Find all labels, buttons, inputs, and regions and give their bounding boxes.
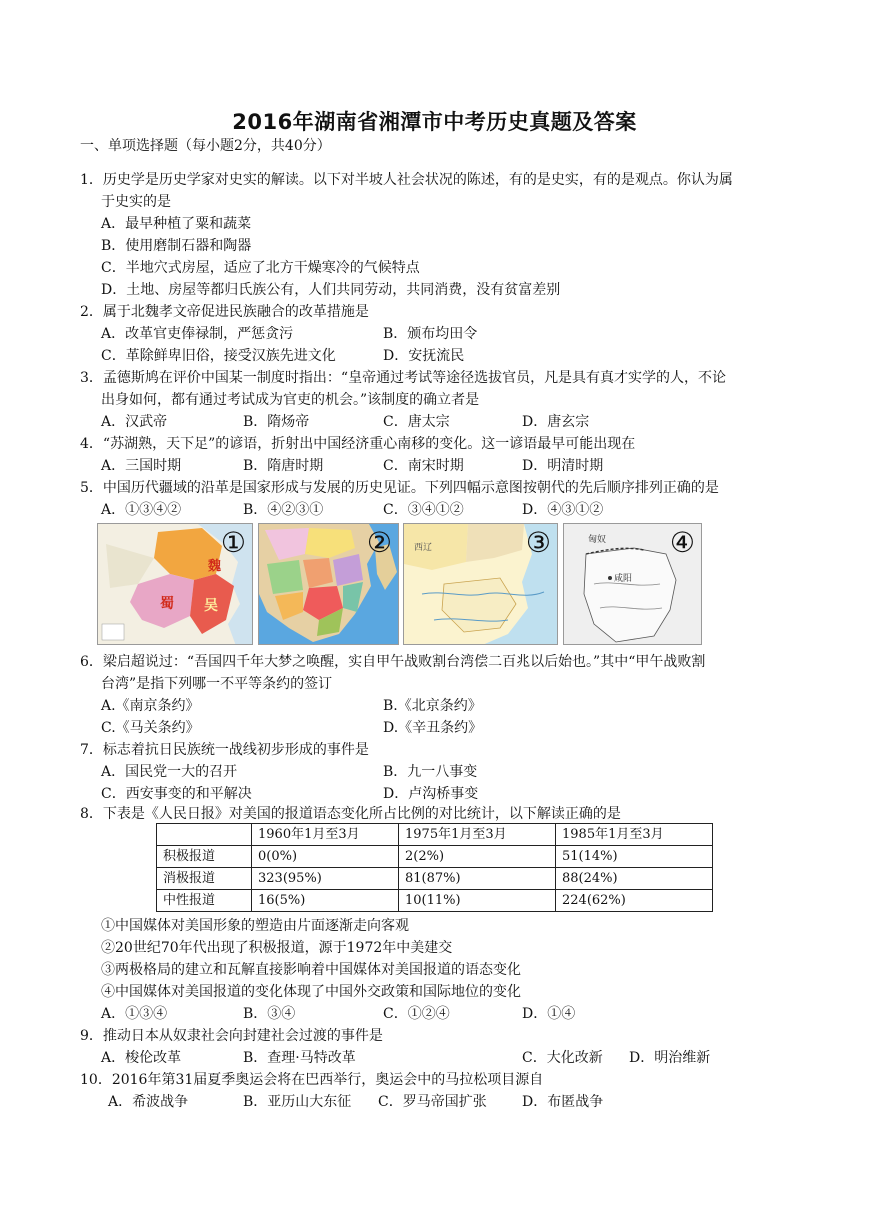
q8-option-c: C．①②④ <box>383 1006 450 1022</box>
q8-statement-2: ②20世纪70年代出现了积极报道，源于1972年中美建交 <box>101 940 453 956</box>
table-cell: 51(14%) <box>556 846 713 868</box>
map-provinces <box>258 523 399 645</box>
q9-option-a: A．梭伦改革 <box>101 1050 182 1066</box>
q2-option-a: A．改革官吏俸禄制，严惩贪污 <box>101 326 294 342</box>
q8-statement-4: ④中国媒体对美国报道的变化体现了中国外交政策和国际地位的变化 <box>101 984 521 1000</box>
q2-option-d: D．安抚流民 <box>383 348 465 364</box>
table-header-cell: 1975年1月至3月 <box>399 824 556 846</box>
q5-option-c: C．③④①② <box>383 502 464 518</box>
q3-option-b: B．隋炀帝 <box>243 414 310 430</box>
map1-label-shu: 蜀 <box>160 596 174 612</box>
q4-option-d: D．明清时期 <box>522 458 604 474</box>
q7-option-c: C．西安事变的和平解决 <box>101 786 252 802</box>
map4-number: ④ <box>669 526 695 559</box>
q8-option-a: A．①③④ <box>101 1006 168 1022</box>
map-three-kingdoms <box>97 523 253 645</box>
q3-option-d: D．唐玄宗 <box>522 414 590 430</box>
map4-label-xiongnu: 匈奴 <box>588 535 607 545</box>
q1-stem: 1．历史学是历史学家对史实的解读。以下对半坡人社会状况的陈述，有的是史实，有的是观点。你认为属 <box>80 172 733 188</box>
map3-label-xiliao: 西辽 <box>414 543 433 553</box>
table-header-cell: 1960年1月至3月 <box>252 824 399 846</box>
q7-option-b: B．九一八事变 <box>383 764 478 780</box>
table-cell: 323(95%) <box>252 868 399 890</box>
q9-option-b: B．查理·马特改革 <box>243 1050 356 1066</box>
table-cell: 10(11%) <box>399 890 556 912</box>
q1-stem-cont: 于史实的是 <box>101 194 171 210</box>
q3-option-a: A．汉武帝 <box>101 414 168 430</box>
q8-statement-1: ①中国媒体对美国形象的塑造由片面逐渐走向客观 <box>101 918 409 934</box>
q10-option-b: B．亚历山大东征 <box>243 1094 352 1110</box>
q6-option-b: B.《北京条约》 <box>383 698 482 714</box>
report-table <box>156 823 713 912</box>
q3-stem-cont: 出身如何，都有通过考试成为官吏的机会。”该制度的确立者是 <box>101 392 480 408</box>
table-row <box>157 868 713 890</box>
q9-option-c: C．大化改新 <box>522 1050 603 1066</box>
table-cell: 积极报道 <box>157 846 252 868</box>
q7-option-a: A．国民党一大的召开 <box>101 764 238 780</box>
map2-number: ② <box>366 526 392 559</box>
q5-option-d: D．④③①② <box>522 502 604 518</box>
table-cell: 0(0%) <box>252 846 399 868</box>
map1-label-wu: 吴 <box>204 598 218 614</box>
q8-option-b: B．③④ <box>243 1006 296 1022</box>
q4-option-a: A．三国时期 <box>101 458 182 474</box>
table-cell: 224(62%) <box>556 890 713 912</box>
map-strip <box>97 523 702 645</box>
q10-option-d: D．布匿战争 <box>522 1094 604 1110</box>
q8-option-d: D．①④ <box>522 1006 576 1022</box>
table-cell: 81(87%) <box>399 868 556 890</box>
q2-stem: 2．属于北魏孝文帝促进民族融合的改革措施是 <box>80 304 369 320</box>
q7-stem: 7．标志着抗日民族统一战线初步形成的事件是 <box>80 742 369 758</box>
table-header-cell <box>157 824 252 846</box>
q2-option-c: C．革除鲜卑旧俗，接受汉族先进文化 <box>101 348 336 364</box>
map3-number: ③ <box>525 526 551 559</box>
q4-stem: 4．“苏湖熟，天下足”的谚语，折射出中国经济重心南移的变化。这一谚语最早可能出现在 <box>80 436 636 452</box>
map1-number: ① <box>220 526 246 559</box>
q6-option-a: A.《南京条约》 <box>101 698 200 714</box>
table-row <box>157 890 713 912</box>
q6-option-c: C.《马关条约》 <box>101 720 200 736</box>
q10-option-c: C．罗马帝国扩张 <box>378 1094 487 1110</box>
q6-stem-cont: 台湾”是指下列哪一不平等条约的签订 <box>101 676 333 692</box>
q3-option-c: C．唐太宗 <box>383 414 450 430</box>
table-header-row <box>157 824 713 846</box>
table-cell: 16(5%) <box>252 890 399 912</box>
q3-stem: 3．孟德斯鸠在评价中国某一制度时指出：“皇帝通过考试等途径选拔官员，凡是具有真才实学的人，不论 <box>80 370 727 386</box>
q5-stem: 5．中国历代疆域的沿革是国家形成与发展的历史见证。下列四幅示意图按朝代的先后顺序排列正确的是 <box>80 480 719 496</box>
map-song-dynasty <box>403 523 558 645</box>
table-cell: 88(24%) <box>556 868 713 890</box>
q9-stem: 9．推动日本从奴隶社会向封建社会过渡的事件是 <box>80 1028 383 1044</box>
q1-option-c: C．半地穴式房屋，适应了北方干燥寒冷的气候特点 <box>101 260 420 276</box>
map1-label-wei: 魏 <box>208 559 222 574</box>
q10-option-a: A．希波战争 <box>108 1094 189 1110</box>
table-cell: 中性报道 <box>157 890 252 912</box>
q7-option-d: D．卢沟桥事变 <box>383 786 479 802</box>
table-header-cell: 1985年1月至3月 <box>556 824 713 846</box>
map-qin-dynasty <box>563 523 702 645</box>
section-heading: 一、单项选择题（每小题2分，共40分） <box>80 138 331 154</box>
q2-option-b: B．颁布均田令 <box>383 326 478 342</box>
q4-option-c: C．南宋时期 <box>383 458 464 474</box>
q1-option-d: D．土地、房屋等都归氏族公有，人们共同劳动，共同消费，没有贫富差别 <box>101 282 561 298</box>
q5-option-b: B．④②③① <box>243 502 324 518</box>
q10-stem: 10．2016年第31届夏季奥运会将在巴西举行，奥运会中的马拉松项目源自 <box>80 1072 544 1088</box>
table-row <box>157 846 713 868</box>
q6-stem: 6．梁启超说过：“吾国四千年大梦之唤醒，实自甲午战败割台湾偿二百兆以后始也。”其中“甲午战败割 <box>80 654 706 670</box>
table-cell: 消极报道 <box>157 868 252 890</box>
q1-option-a: A．最早种植了粟和蔬菜 <box>101 216 252 232</box>
q8-stem: 8．下表是《人民日报》对美国的报道语态变化所占比例的对比统计，以下解读正确的是 <box>80 806 621 822</box>
table-cell: 2(2%) <box>399 846 556 868</box>
q4-option-b: B．隋唐时期 <box>243 458 324 474</box>
q5-option-a: A．①③④② <box>101 502 182 518</box>
map4-label-xianyang: 咸阳 <box>614 574 633 584</box>
q6-option-d: D.《辛丑条约》 <box>383 720 483 736</box>
page-title: 2016年湖南省湘潭市中考历史真题及答案 <box>232 110 637 134</box>
q8-statement-3: ③两极格局的建立和瓦解直接影响着中国媒体对美国报道的语态变化 <box>101 962 521 978</box>
q9-option-d: D．明治维新 <box>629 1050 711 1066</box>
q1-option-b: B．使用磨制石器和陶器 <box>101 238 252 254</box>
